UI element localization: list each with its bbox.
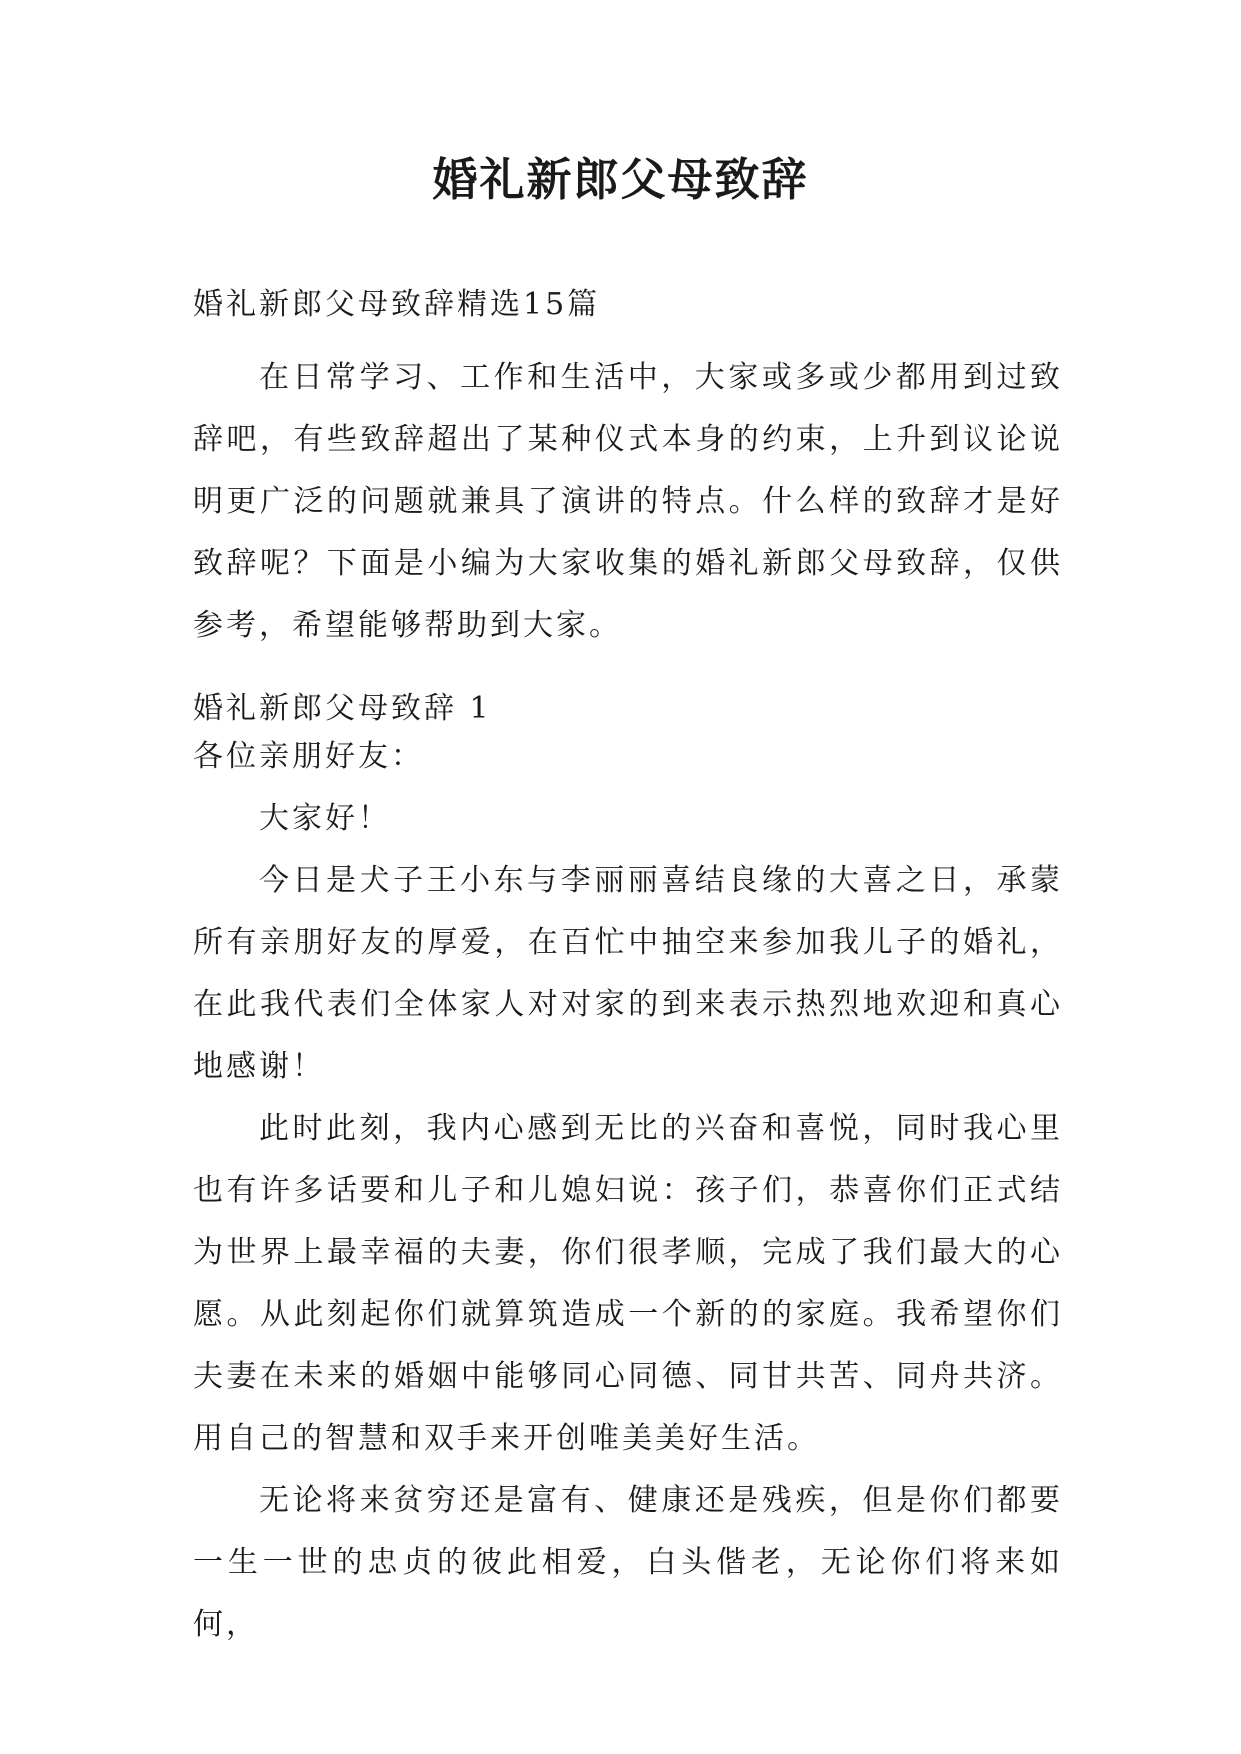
intro-paragraph: 在日常学习、工作和生活中，大家或多或少都用到过致辞吧，有些致辞超出了某种仪式本身的约束，上升到议论说明更广泛的问题就兼具了演讲的特点。什么样的致辞才是好致辞呢？下面是小编为大家收集的婚礼新郎父母致辞，仅供参考，希望能够帮助到大家。 bbox=[193, 360, 1063, 643]
document-title: 婚礼新郎父母致辞 bbox=[432, 153, 809, 206]
body-paragraph: 今日是犬子王小东与李丽丽喜结良缘的大喜之日，承蒙所有亲朋好友的厚爱，在百忙中抽空来参加我儿子的婚礼，在此我代表们全体家人对对家的到来表示热烈地欢迎和真心地感谢！ bbox=[193, 863, 1063, 1084]
body-paragraph: 无论将来贫穷还是富有、健康还是残疾，但是你们都要一生一世的忠贞的彼此相爱，白头偕老，无论你们将来如何， bbox=[193, 1483, 1063, 1642]
document-subtitle: 婚礼新郎父母致辞精选15篇 bbox=[193, 287, 601, 322]
body-paragraph: 此时此刻，我内心感到无比的兴奋和喜悦，同时我心里也有许多话要和儿子和儿媳妇说：孩子们，恭喜你们正式结为世界上最幸福的夫妻，你们很孝顺，完成了我们最大的心愿。从此刻起你们就算筑造成一个新的的家庭。我希望你们夫妻在未来的婚姻中能够同心同德、同甘共苦、同舟共济。用自己的智慧和双手来开创唯美美好生活。 bbox=[193, 1111, 1063, 1456]
salutation: 各位亲朋好友： bbox=[193, 739, 424, 774]
section-heading: 婚礼新郎父母致辞 1 bbox=[193, 691, 492, 726]
document-body bbox=[193, 285, 1063, 1656]
greeting: 大家好！ bbox=[259, 801, 391, 836]
